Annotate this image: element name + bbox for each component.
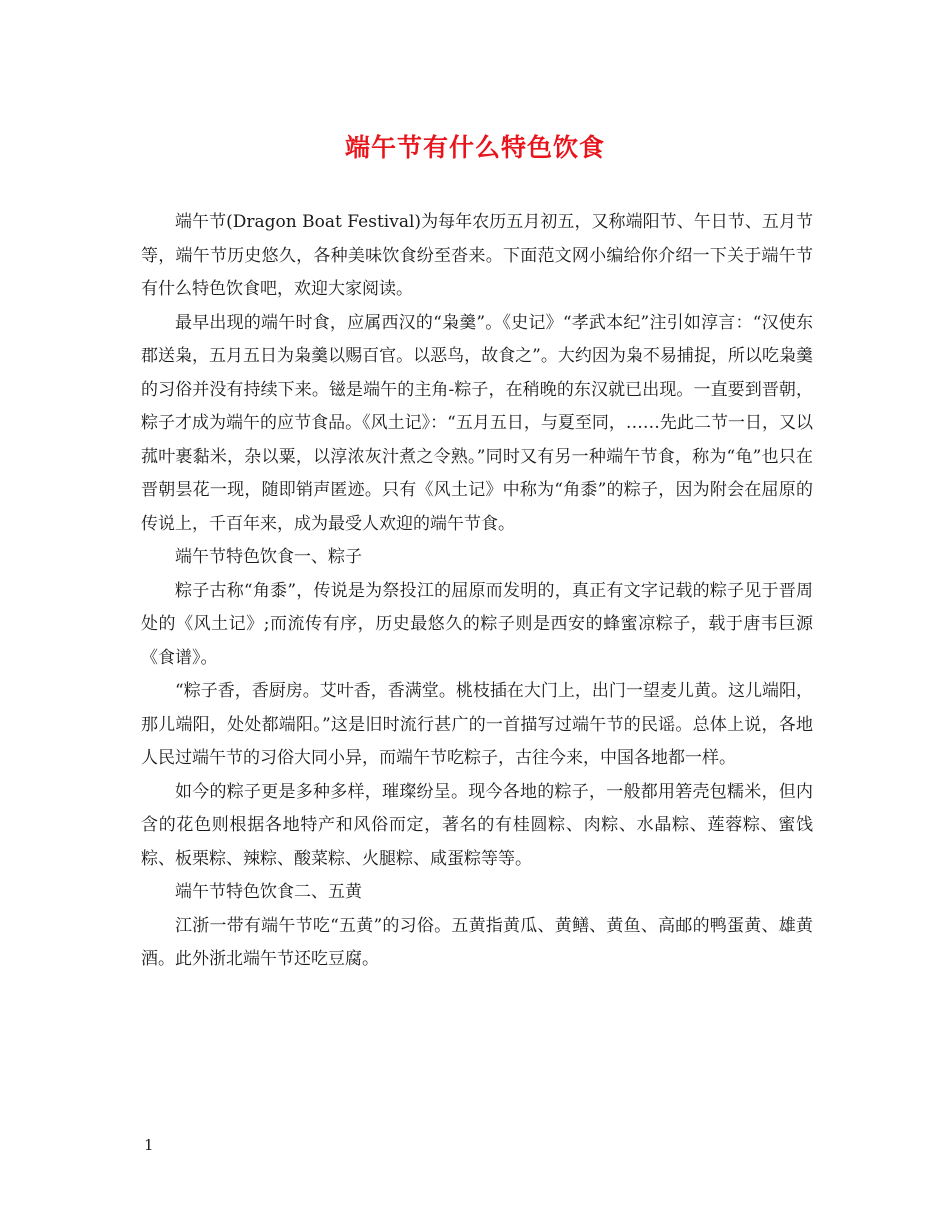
paragraph-intro: 端午节(Dragon Boat Festival)为每年农历五月初五，又称端阳节、午日节、五月节等，端午节历史悠久，各种美味饮食纷至沓来。下面范文网小编给你介绍一下关于端午节有什么特色饮食吧，欢迎大家阅读。	[141, 212, 813, 299]
section-heading-zongzi: 端午节特色饮食一、粽子	[175, 547, 362, 567]
paragraph-wuhuang: 江浙一带有端午节吃“五黄”的习俗。五黄指黄瓜、黄鳝、黄鱼、高邮的鸭蛋黄、雄黄酒。此外浙北端午节还吃豆腐。	[141, 915, 813, 969]
paragraph-history: 最早出现的端午时食，应属西汉的“枭羹”。《史记》“孝武本纪”注引如淳言：“汉使东郡送枭，五月五日为枭羹以赐百官。以恶鸟，故食之”。大约因为枭不易捕捉，所以吃枭羹的习俗并没有持续下来。镃是端午的主角-粽子，在稍晚的东汉就已出现。一直要到晋朝，粽子才成为端午的应节食品。《风土记》：“五月五日，与夏至同，……先此二节一日，又以菰叶裹黏米，杂以粟，以淳浓灰汁煮之令熟。”同时又有另一种端午节食，称为“龟”也只在晋朝昙花一现，随即销声匿迹。只有《风土记》中称为“角黍”的粽子，因为附会在屈原的传说上，千百年来，成为最受人欢迎的端午节食。	[141, 312, 813, 534]
paragraph-zongzi-varieties: 如今的粽子更是多种多样，璀璨纷呈。现今各地的粽子，一般都用箬壳包糯米，但内含的花色则根据各地特产和风俗而定，著名的有桂圆粽、肉粽、水晶粽、莲蓉粽、蜜饯粽、板栗粽、辣粽、酸菜粽、火腿粽、咸蛋粽等等。	[141, 781, 813, 869]
paragraph-folk-song: “粽子香，香厨房。艾叶香，香满堂。桃枝插在大门上，出门一望麦儿黄。这儿端阳，那儿端阳，处处都端阳。”这是旧时流行甚广的一首描写过端午节的民谣。总体上说，各地人民过端午节的习俗大同小异，而端午节吃粽子，古往今来，中国各地都一样。	[141, 681, 813, 768]
document-body	[141, 206, 813, 977]
section-heading-wuhuang: 端午节特色饮食二、五黄	[175, 882, 362, 902]
paragraph-zongzi-origin: 粽子古称“角黍”，传说是为祭投江的屈原而发明的，真正有文字记载的粽子见于晋周处的《风土记》;而流传有序，历史最悠久的粽子则是西安的蜂蜜凉粽子，载于唐韦巨源《食谱》。	[141, 580, 813, 668]
document-title: 端午节有什么特色饮食	[344, 133, 605, 162]
page-number: 1	[144, 1136, 154, 1154]
